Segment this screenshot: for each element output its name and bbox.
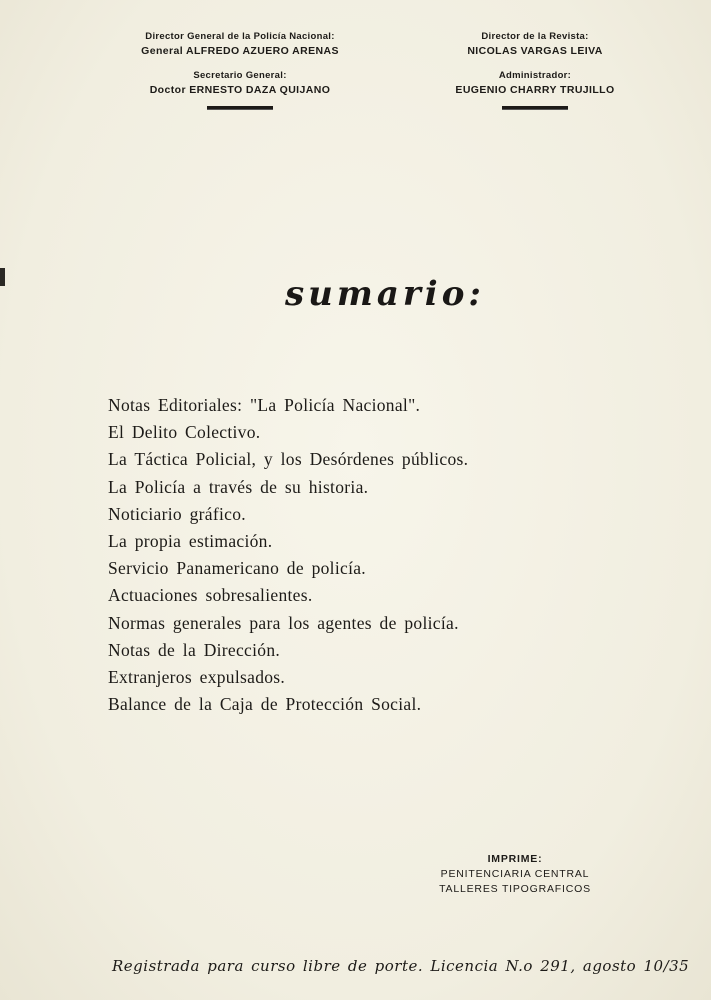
toc-item: Balance de la Caja de Protección Social. <box>108 694 422 715</box>
toc-item: La Táctica Policial, y los Desórdenes públicos. <box>108 449 469 470</box>
toc-item: Servicio Panamericano de policía. <box>108 558 366 579</box>
secretary-general-name: Doctor ERNESTO DAZA QUIJANO <box>149 84 331 96</box>
toc-item: Noticiario gráfico. <box>108 503 246 524</box>
table-of-contents <box>108 392 468 718</box>
magazine-director-role: Director de la Revista: <box>481 31 589 42</box>
credits-right-rule <box>502 106 568 110</box>
registration-notice: Registrada para curso libre de porte. Licencia N.o 291, agosto 10/35 <box>112 957 690 975</box>
toc-item: Normas generales para los agentes de policía. <box>108 612 459 633</box>
staff-credits-left <box>110 30 370 110</box>
secretary-general-role: Secretario General: <box>193 70 287 81</box>
toc-item: La Policía a través de su historia. <box>108 476 369 497</box>
magazine-director-name: NICOLAS VARGAS LEIVA <box>467 45 603 57</box>
administrator-role: Administrador: <box>498 70 572 81</box>
toc-item: La propia estimación. <box>108 531 273 552</box>
toc-item: Extranjeros expulsados. <box>108 667 286 688</box>
printer-heading: IMPRIME: <box>487 853 543 865</box>
toc-item: El Delito Colectivo. <box>108 422 261 443</box>
toc-item: Actuaciones sobresalientes. <box>108 585 313 606</box>
toc-item: Notas Editoriales: "La Policía Nacional". <box>108 395 421 415</box>
summary-title: sumario: <box>285 274 485 314</box>
credits-left-rule <box>207 106 273 110</box>
director-general-role: Director General de la Policía Nacional: <box>145 31 335 42</box>
printer-line-2: TALLERES TIPOGRAFICOS <box>439 883 591 895</box>
printer-line-1: PENITENCIARIA CENTRAL <box>440 868 590 880</box>
director-general-name: General ALFREDO AZUERO ARENAS <box>141 45 339 57</box>
toc-item: Notas de la Dirección. <box>108 639 281 660</box>
staff-credits-right <box>420 30 650 110</box>
printer-imprint <box>420 852 610 897</box>
administrator-name: EUGENIO CHARRY TRUJILLO <box>455 84 615 96</box>
